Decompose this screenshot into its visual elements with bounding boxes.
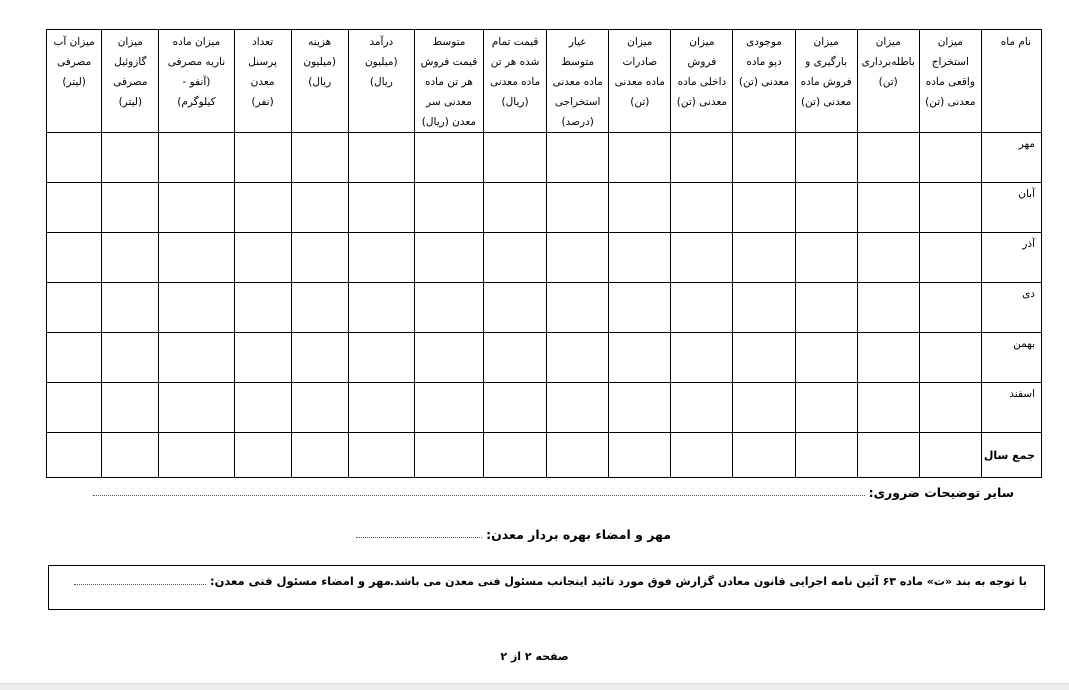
data-cell[interactable] [733,283,795,333]
data-cell[interactable] [919,283,981,333]
data-cell[interactable] [733,383,795,433]
technical-approval-box [48,565,1045,610]
col-header-average-sale-price: متوسط قیمت فروش هر تن ماده معدنی سر معدن (ریال) [414,30,483,133]
data-cell[interactable] [234,283,291,333]
data-cell[interactable] [795,283,857,333]
data-cell[interactable] [291,233,348,283]
month-label: بهمن [981,333,1041,383]
data-cell[interactable] [159,133,234,183]
data-cell[interactable] [291,133,348,183]
data-cell[interactable] [348,383,414,433]
month-row [47,183,1042,233]
data-cell[interactable] [609,133,671,183]
data-cell[interactable] [414,133,483,183]
data-cell[interactable] [47,383,102,433]
data-cell[interactable] [733,183,795,233]
total-label: جمع سال [981,433,1041,478]
month-label: آذر [981,233,1041,283]
month-row [47,383,1042,433]
data-cell[interactable] [102,233,159,283]
data-cell[interactable] [484,183,547,233]
data-cell[interactable] [414,183,483,233]
data-cell[interactable] [414,233,483,283]
col-header-expense: هزینه (میلیون ریال) [291,30,348,133]
data-cell[interactable] [671,233,733,283]
data-cell[interactable] [919,333,981,383]
data-cell[interactable] [857,233,919,283]
data-cell[interactable] [159,383,234,433]
data-cell[interactable] [795,183,857,233]
col-header-month: نام ماه [981,30,1041,133]
production-report-table [46,29,1042,478]
data-cell[interactable] [609,333,671,383]
data-cell[interactable] [484,383,547,433]
data-cell[interactable] [671,133,733,183]
total-cell[interactable] [733,433,795,478]
data-cell[interactable] [291,283,348,333]
data-cell[interactable] [484,133,547,183]
total-cell[interactable] [484,433,547,478]
total-cell[interactable] [159,433,234,478]
col-header-actual-extraction: میزان استخراج واقعی ماده معدنی (تن) [919,30,981,133]
data-cell[interactable] [609,383,671,433]
data-cell[interactable] [47,183,102,233]
month-label: مهر [981,133,1041,183]
data-cell[interactable] [159,283,234,333]
col-header-cost-price: قیمت تمام شده هر تن ماده معدنی (ریال) [484,30,547,133]
data-cell[interactable] [234,333,291,383]
operator-sign-label: مهر و امضاء بهره بردار معدن: [486,527,671,542]
data-cell[interactable] [671,333,733,383]
data-cell[interactable] [102,333,159,383]
col-header-exports: میزان صادرات ماده معدنی (تن) [609,30,671,133]
month-label: آبان [981,183,1041,233]
data-cell[interactable] [857,383,919,433]
data-cell[interactable] [102,133,159,183]
data-cell[interactable] [484,233,547,283]
data-cell[interactable] [348,133,414,183]
data-cell[interactable] [484,283,547,333]
data-cell[interactable] [547,133,609,183]
other-notes-field[interactable] [93,495,865,496]
data-cell[interactable] [919,383,981,433]
data-cell[interactable] [547,333,609,383]
col-header-loading-sales: میزان بارگیری و فروش ماده معدنی (تن) [795,30,857,133]
data-cell[interactable] [414,383,483,433]
data-cell[interactable] [547,383,609,433]
data-cell[interactable] [484,333,547,383]
col-header-average-grade: عیار متوسط ماده معدنی استخراجی (درصد) [547,30,609,133]
total-cell[interactable] [291,433,348,478]
data-cell[interactable] [348,283,414,333]
month-label: اسفند [981,383,1041,433]
month-row [47,233,1042,283]
data-cell[interactable] [102,283,159,333]
total-cell[interactable] [857,433,919,478]
col-header-water: میزان آب مصرفی (لیتر) [47,30,102,133]
data-cell[interactable] [348,333,414,383]
data-cell[interactable] [795,333,857,383]
data-cell[interactable] [795,233,857,283]
total-cell[interactable] [795,433,857,478]
data-cell[interactable] [919,183,981,233]
operator-sign-line [356,527,671,542]
technical-sign-field[interactable] [74,584,206,585]
other-notes-label: سایر توضیحات ضروری: [868,485,1014,500]
data-cell[interactable] [733,233,795,283]
data-cell[interactable] [733,133,795,183]
month-row [47,283,1042,333]
data-cell[interactable] [47,283,102,333]
total-cell[interactable] [102,433,159,478]
data-cell[interactable] [291,333,348,383]
col-header-depot-stock: موجودی دپو ماده معدنی (تن) [733,30,795,133]
total-row [47,433,1042,478]
data-cell[interactable] [547,183,609,233]
data-cell[interactable] [47,233,102,283]
data-cell[interactable] [671,183,733,233]
header-row [47,30,1042,133]
data-cell[interactable] [857,133,919,183]
other-notes-line [93,485,1014,500]
col-header-personnel: تعداد پرسنل معدن (نفر) [234,30,291,133]
data-cell[interactable] [919,233,981,283]
data-cell[interactable] [234,233,291,283]
data-cell[interactable] [795,383,857,433]
col-header-waste-removal: میزان باطله‌برداری (تن) [857,30,919,133]
data-cell[interactable] [159,333,234,383]
data-cell[interactable] [47,133,102,183]
month-label: دی [981,283,1041,333]
data-cell[interactable] [671,283,733,333]
data-cell[interactable] [671,383,733,433]
data-cell[interactable] [102,183,159,233]
data-cell[interactable] [348,183,414,233]
approval-statement: با توجه به بند «ت» ماده ۶۳ آئین نامه اجرایی قانون معادن گزارش فوق مورد تائید اینجانب مسئول فنی معدن می باشد. [389,575,1027,588]
total-cell[interactable] [919,433,981,478]
data-cell[interactable] [795,133,857,183]
data-cell[interactable] [102,383,159,433]
data-cell[interactable] [857,283,919,333]
data-cell[interactable] [291,183,348,233]
data-cell[interactable] [234,383,291,433]
col-header-domestic-sales: میزان فروش داخلی ماده معدنی (تن) [671,30,733,133]
data-cell[interactable] [414,333,483,383]
data-cell[interactable] [547,283,609,333]
technical-sign-label: مهر و امضاء مسئول فنی معدن: [210,574,391,588]
data-cell[interactable] [609,183,671,233]
data-cell[interactable] [234,133,291,183]
data-cell[interactable] [348,233,414,283]
data-cell[interactable] [733,333,795,383]
page-number: صفحه ۲ از ۲ [500,650,569,663]
col-header-gasoil: میزان گازوئیل مصرفی (لیتر) [102,30,159,133]
month-row [47,133,1042,183]
total-cell[interactable] [671,433,733,478]
month-row [47,333,1042,383]
total-cell[interactable] [234,433,291,478]
total-cell[interactable] [414,433,483,478]
technical-sign-line [74,574,391,588]
data-cell[interactable] [857,183,919,233]
data-cell[interactable] [857,333,919,383]
data-cell[interactable] [547,233,609,283]
data-cell[interactable] [291,383,348,433]
data-cell[interactable] [919,133,981,183]
total-cell[interactable] [609,433,671,478]
data-cell[interactable] [609,233,671,283]
data-cell[interactable] [159,183,234,233]
total-cell[interactable] [348,433,414,478]
total-cell[interactable] [47,433,102,478]
col-header-revenue: درآمد (میلیون ریال) [348,30,414,133]
data-cell[interactable] [234,183,291,233]
data-cell[interactable] [609,283,671,333]
data-cell[interactable] [47,333,102,383]
data-cell[interactable] [159,233,234,283]
operator-sign-field[interactable] [356,537,482,538]
data-cell[interactable] [414,283,483,333]
col-header-explosives: میزان ماده ناریه مصرفی (آنفو - کیلوگرم) [159,30,234,133]
total-cell[interactable] [547,433,609,478]
